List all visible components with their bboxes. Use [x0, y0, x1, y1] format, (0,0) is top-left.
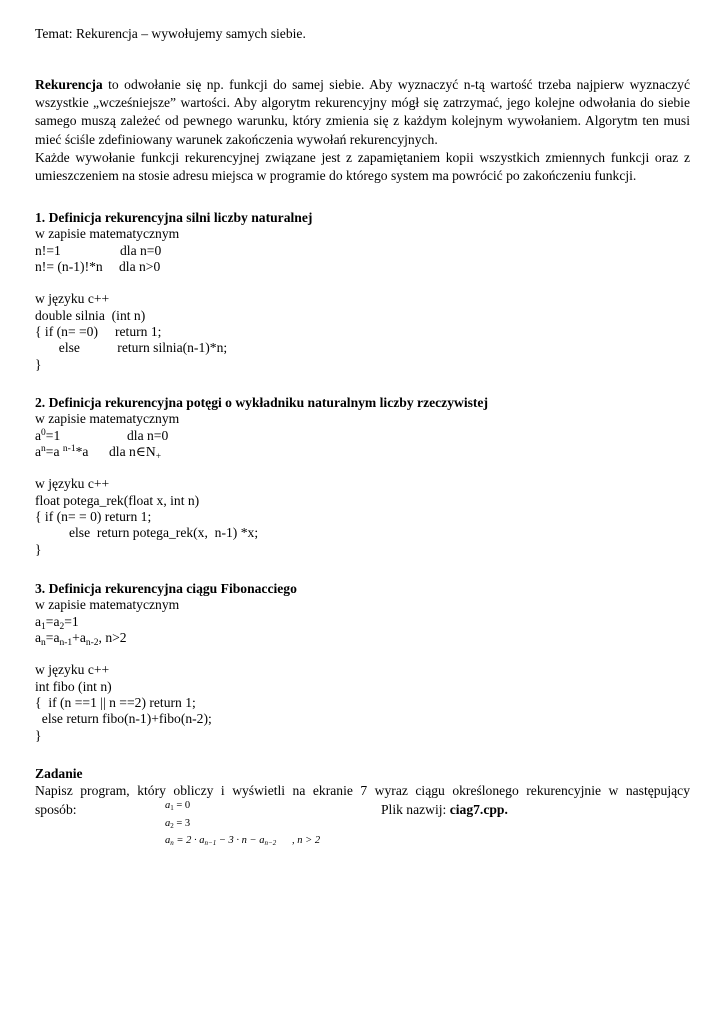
task-text-cont: sposób: — [35, 802, 77, 818]
section-heading: 2. Definicja rekurencyjna potęgi o wykładniku naturalnym liczby rzeczywistej — [35, 395, 488, 410]
formula-line: $a_1 = 0$ — [165, 800, 191, 812]
code-line: } — [35, 356, 42, 372]
math-label: w zapisie matematycznym — [35, 411, 180, 427]
code-line: else return fibo(n-1)+fibo(n-2); — [35, 711, 212, 727]
code-line: { if (n= = 0) return 1; — [35, 509, 152, 525]
formula-line: $a_2 = 3$ — [165, 817, 191, 830]
math-line: $a_n=a_{n-1}+a_{n-2}$, n>2 — [35, 629, 127, 648]
section-factorial — [35, 210, 690, 373]
code-line: int fibo (int n) — [35, 678, 112, 694]
intro-stack-note: Każde wywołanie funkcji rekurencyjnej związane jest z zapamiętaniem kopii wszystkich zmiennych funkcji oraz z umieszczeniem na stosie adresu miejsca w programie do którego system ma powrócić po zakończeniu funkcji. — [35, 149, 690, 184]
task-text: Napisz program, który obliczy i wyświetli na ekranie 7 wyraz ciągu określonego rekurencyjnie w następujący — [35, 783, 690, 799]
page-title: Temat: Rekurencja – wywołujemy samych siebie. — [35, 26, 306, 41]
code-line: } — [35, 541, 42, 557]
task-recurrence-formula — [165, 797, 365, 850]
code-line: { if (n= =0) return 1; — [35, 324, 162, 340]
code-line: } — [35, 727, 42, 743]
section-heading: 1. Definicja rekurencyjna silni liczby naturalnej — [35, 210, 313, 225]
code-label: w języku c++ — [35, 291, 110, 307]
math-label: w zapisie matematycznym — [35, 226, 180, 242]
math-line: $a_1=a_2=1$ — [35, 613, 79, 632]
term-rekurencja: Rekurencja — [35, 77, 103, 92]
math-line: $a^0=1$ dla n=0 — [35, 427, 169, 443]
file-name: ciag7.cpp. — [449, 802, 508, 818]
code-line: double silnia (int n) — [35, 307, 146, 323]
math-line: n!=1 dla n=0 — [35, 242, 162, 258]
intro-definition: Rekurencja to odwołanie się np. funkcji do samej siebie. Aby wyznaczyć n-tą wartość trzeba najpierw wyznaczyć wszystkie „wcześniejsze” wartości. Aby algorytm rekurencyjny mógł się zatrzymać, jego kolejne odwołania do siebie samego muszą zależeć od pewnego warunku, który zmienia się z każdym kolejnym wywołaniem. Algorytm ten musi mieć ściśle zdefiniowany warunek zakończenia wywołań rekurencyjnych. — [35, 77, 690, 147]
intro-paragraph — [35, 76, 690, 185]
file-name-note: Plik nazwij: ciag7.cpp. — [381, 802, 508, 818]
code-line: float potega_rek(float x, int n) — [35, 492, 200, 508]
section-power — [35, 395, 690, 558]
code-label: w języku c++ — [35, 476, 110, 492]
task-heading: Zadanie — [35, 766, 83, 781]
math-line: $a^n=a$ $^{n-1}$*a dla $n\in N_+$ — [35, 443, 162, 462]
section-heading: 3. Definicja rekurencyjna ciągu Fibonacciego — [35, 581, 297, 596]
code-line: else return potega_rek(x, n-1) *x; — [35, 525, 259, 541]
code-label: w języku c++ — [35, 662, 110, 678]
section-fibonacci — [35, 581, 690, 744]
formula-line: $a_n = 2 \cdot a_{n-1} - 3 \cdot n - a_{n-2}$ , n > 2 — [165, 835, 321, 847]
math-label: w zapisie matematycznym — [35, 597, 180, 613]
code-line: else return silnia(n-1)*n; — [35, 340, 228, 356]
code-line: { if (n ==1 || n ==2) return 1; — [35, 695, 196, 711]
math-line: n!= (n-1)!*n dla n>0 — [35, 258, 161, 274]
